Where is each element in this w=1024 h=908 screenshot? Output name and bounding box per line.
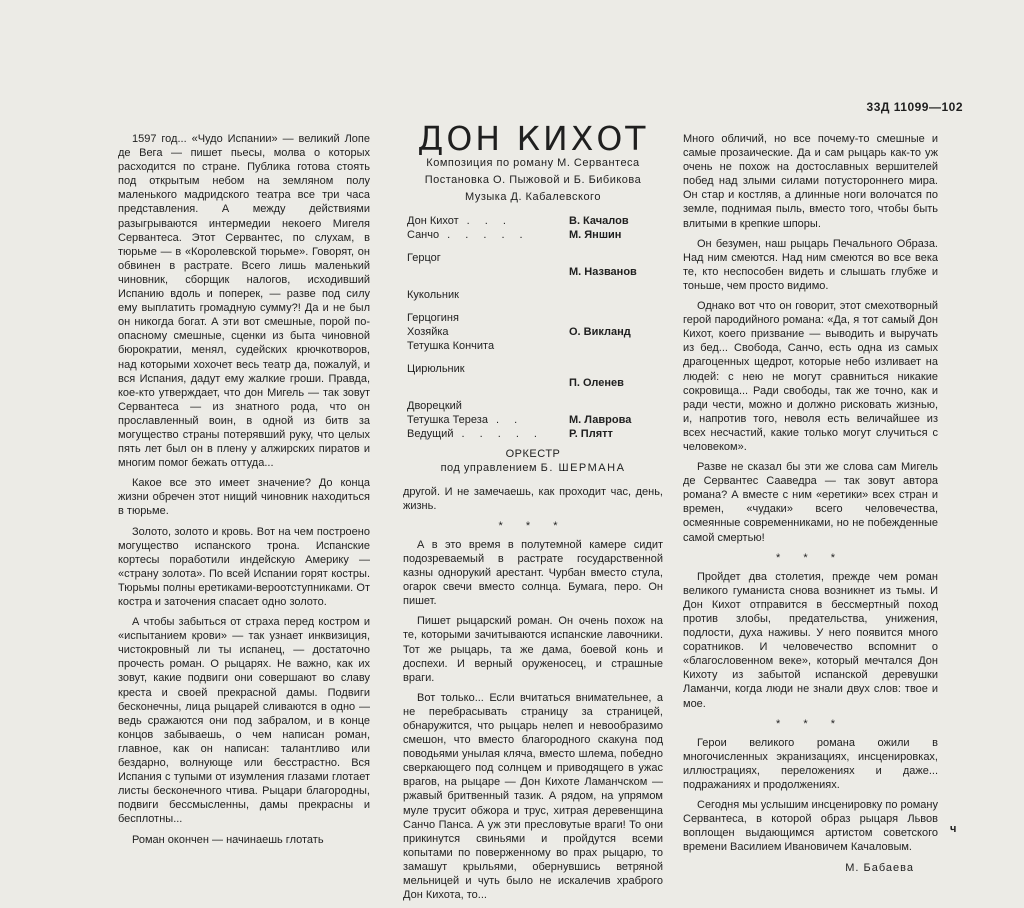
- cast-gap: [403, 353, 663, 362]
- cast-actor: В. Качалов: [569, 215, 629, 228]
- cast-row: [403, 339, 663, 353]
- cast-row: [403, 251, 663, 265]
- cast-dots: . .: [495, 414, 524, 427]
- page-mark: ч: [950, 823, 957, 835]
- page-title: ДОН КИХОТ: [417, 119, 649, 158]
- catalog-code: 33Д 11099—102: [866, 100, 963, 114]
- conductor-line: [403, 461, 663, 475]
- cast-role: Дон Кихот: [407, 215, 459, 228]
- cast-actor: М. Названов: [569, 266, 637, 279]
- cast-gap: [403, 279, 663, 288]
- paragraph: другой. И не замечаешь, как проходит час, день, жизнь.: [403, 485, 663, 512]
- paragraph: 1597 год... «Чудо Испании» — великий Лопе де Вега — пишет пьесы, молва о которых расходится по стране. Публика готова стоять под открытым небом на земляном полу маленького мадридского театра все три часа представления. А между действиями разыгрываются интермедии некоего Мигеля Сервантеса. Этот Сервантес, по слухам, в тюрьме — в «Королевской тюрьме». Говорят, он обвинен в растрате. Всего лишь маленький чиновник, сборщик налогов, исходивший Испанию вдоль и поперек, — разве под силу ему выплатить громадную сумму?! Да и не был он никогда богат. А эти вот смешные, порой по-опасному смешные, сценки из быта чиновной бюрократии, менял, судейских крючкотворов, над которыми хохочет весь театр да, пожалуй, и вся Испания, дадут ему жалкие гроши. Правда, кое-кто утверждает, что дон Мигель — так зовут Сервантеса — из знатного рода, что он прославленный воин, в одной из битв за могущество страны потерявший руку, что целых пять лет был он в плену у алжирских пиратов и многим помог бежать оттуда...: [118, 133, 370, 470]
- paragraph: Золото, золото и кровь. Вот на чем построено могущество испанского трона. Испанские кортесы поработили индейскую Америку — «страну золота». По всей Испании горят костры. Тюрьмы полны еретиками-вероотступниками. От костра и заточения спасает одно золото.: [118, 525, 370, 608]
- credit-music: Музыка Д. Кабалевского: [465, 191, 601, 204]
- cast-row: [403, 413, 663, 427]
- orchestra-heading: ОРКЕСТР: [505, 448, 561, 461]
- cast-gap: [403, 302, 663, 311]
- paragraph: Разве не сказал бы эти же слова сам Мигель де Сервантес Сааведра — так зовут автора романа? А вместе с ним «еретики» всех стран и времен, «чудаки» всего человечества, осмеянные современниками, но не побежденные самой смертью!: [683, 461, 938, 544]
- cast-dots: . . .: [466, 215, 512, 228]
- cast-actor: М. Лаврова: [569, 414, 632, 427]
- cast-row: [403, 399, 663, 413]
- cast-actor: П. Оленев: [569, 377, 624, 390]
- paragraph: Пишет рыцарский роман. Он очень похож на те, которыми зачитываются испанские лавочники. Тот же рыцарь, та же дама, боевой конь и доспехи. И верный оруженосец, и страшные враги.: [403, 615, 663, 684]
- paragraph: А чтобы забыться от страха перед костром и «испытанием крови» — так узнает инквизиция, чистокровный ли ты испанец, — достаточно прочесть роман. О рыцарях. Не важно, как их зовут, какие подвиги они совершают во славу креста и своей прекрасной дамы. Подвиги бесконечны, лица рыцарей сливаются в одно — ведь сражаются они под забралом, и в конце концов забываешь, о чем написан роман, главное, как он написан: талантливо или бездарно, волнующе или бесстрастно. Вся Испания с тупыми от изумления глазами глотает листы бесконечного чтива. Рыцари благородны, подвиги бессмысленны, дамы прекрасны и бесплотны...: [118, 616, 370, 826]
- paragraph: Какое все это имеет значение? До конца жизни обречен этот нищий чиновник находиться в тюрьме.: [118, 477, 370, 518]
- paragraph: Герои великого романа ожили в многочисленных экранизациях, инсценировках, иллюстрациях, переложениях и даже... подражаниях и продолжениях.: [683, 736, 938, 792]
- conductor-name: Б. ШЕРМАНА: [540, 462, 626, 475]
- cast-actor: Р. Плятт: [569, 428, 613, 441]
- cast-role: Хозяйка: [407, 326, 449, 339]
- cast-row: [403, 427, 663, 441]
- cast-dots: . . . . .: [461, 428, 543, 441]
- separator: * * *: [776, 551, 845, 564]
- conductor-prefix: под управлением: [440, 462, 538, 475]
- paragraph: Сегодня мы услышим инсценировку по роману Сервантеса, в которой образ рыцаря Львов воплощен выдающимся артистом советского времени Василием Ивановичем Качаловым.: [683, 799, 938, 854]
- cast-row: [403, 228, 663, 242]
- cast-dots: . . . . .: [447, 229, 529, 242]
- text-column-3: [683, 132, 938, 875]
- cast-row: [403, 325, 663, 339]
- cast-role: Тетушка Кончита: [407, 340, 495, 353]
- cast-role: Цирюльник: [407, 363, 465, 376]
- cast-row: [403, 376, 663, 390]
- cast-row: [403, 265, 663, 279]
- paragraph: Роман окончен — начинаешь глотать: [132, 833, 324, 846]
- cast-list: [403, 214, 663, 441]
- paragraph: Однако вот что он говорит, этот смехотворный герой пародийного романа: «Да, я тот самый Дон Кихот, коего призвание — выводить и выручать из бед... Свобода, Санчо, есть одна из самых драгоценных щедрот, которые небо изливает на людей: с нею не могут сравниться никакие сокровища... Ради свободы, так же точно, как и ради чести, можно и должно рисковать жизнью, и, напротив того, неволя есть величайшее из всех несчастий, какие только могут случиться с человеком».: [683, 300, 938, 453]
- separator: * * *: [498, 519, 568, 532]
- credit-composition: Композиция по роману М. Сервантеса: [426, 157, 640, 170]
- paragraph: Много обличий, но все почему-то смешные и самые прозаические. Да и сам рыцарь как-то уж очень не похож на достославных вершителей побед над злыми силами потустороннего мира. Он стар и костляв, а длинные ноги волочатся по земле, поднимая пыль, вместо того, чтобы быть влитыми в крепкие шпоры.: [683, 133, 938, 230]
- cast-role: Кукольник: [407, 289, 459, 302]
- cast-row: [403, 311, 663, 325]
- cast-role: Тетушка Тереза: [407, 414, 488, 427]
- cast-row: [403, 288, 663, 302]
- cast-row: [403, 214, 663, 228]
- separator: * * *: [776, 717, 845, 730]
- cast-actor: О. Викланд: [569, 326, 631, 339]
- cast-row: [403, 362, 663, 376]
- author-signature: М. Бабаева: [845, 861, 914, 874]
- paragraph: А в это время в полутемной камере сидит подозреваемый в растрате государственной казны однорукий арестант. Чурбан вместо стула, огарок свечи вместо солнца. Бумага, перо. Он пишет.: [403, 538, 663, 608]
- cast-role: Ведущий: [407, 428, 454, 441]
- paragraph: Вот только... Если вчитаться внимательнее, а не перебрасывать страницу за страницей, обнаружится, что рыцарь нелеп и невообразимо смешон, что вместо благородного скакуна под поводьями унылая кляча, вместо шлема, победно сверкающего под солнцем и приводящего в ужас врагов, на рыцаре — Дон Кихоте Ламанчском — ржавый бритвенный тазик. А рядом, на упрямом муле трусит обжора и трус, хитрая деревенщина Санчо Панса. А уж эти пресловутые враги! То они прикинутся свиньями и пройдутся всеми копытами по поверженному во прах рыцарю, то замашут крыльями, обернувшись ветряной мельницей и чуть было не искалечив храброго Дон Кихота, то...: [403, 691, 663, 902]
- paragraph: Пройдет два столетия, прежде чем роман великого гуманиста снова возникнет из тьмы. И Дон Кихот отправится в бессмертный поход против злобы, предательства, унижения, подлости, духа наживы. У него появится много соратников. И человечество вспомнит о «благословенном веке», который мечтался Дон Кихоту из забытой испанской деревушки Ламанчи, когда люди не знали двух слов: твое и мое.: [683, 570, 938, 710]
- text-column-2: [403, 119, 663, 908]
- cast-role: Дворецкий: [407, 400, 462, 413]
- cast-role: Герцог: [407, 252, 441, 265]
- cast-gap: [403, 242, 663, 251]
- paragraph: Он безумен, наш рыцарь Печального Образа. Над ним смеются. Над ним смеются во все века те, кто неспособен видеть и слышать глубже и тоньше, чем просто видимо.: [683, 237, 938, 292]
- credit-staging: Постановка О. Пыжовой и Б. Бибикова: [424, 174, 642, 187]
- cast-gap: [403, 390, 663, 399]
- cast-role: Герцогиня: [407, 312, 459, 325]
- text-column-1: [118, 132, 370, 853]
- cast-role: Санчо: [407, 229, 440, 242]
- cast-actor: М. Яншин: [569, 229, 622, 242]
